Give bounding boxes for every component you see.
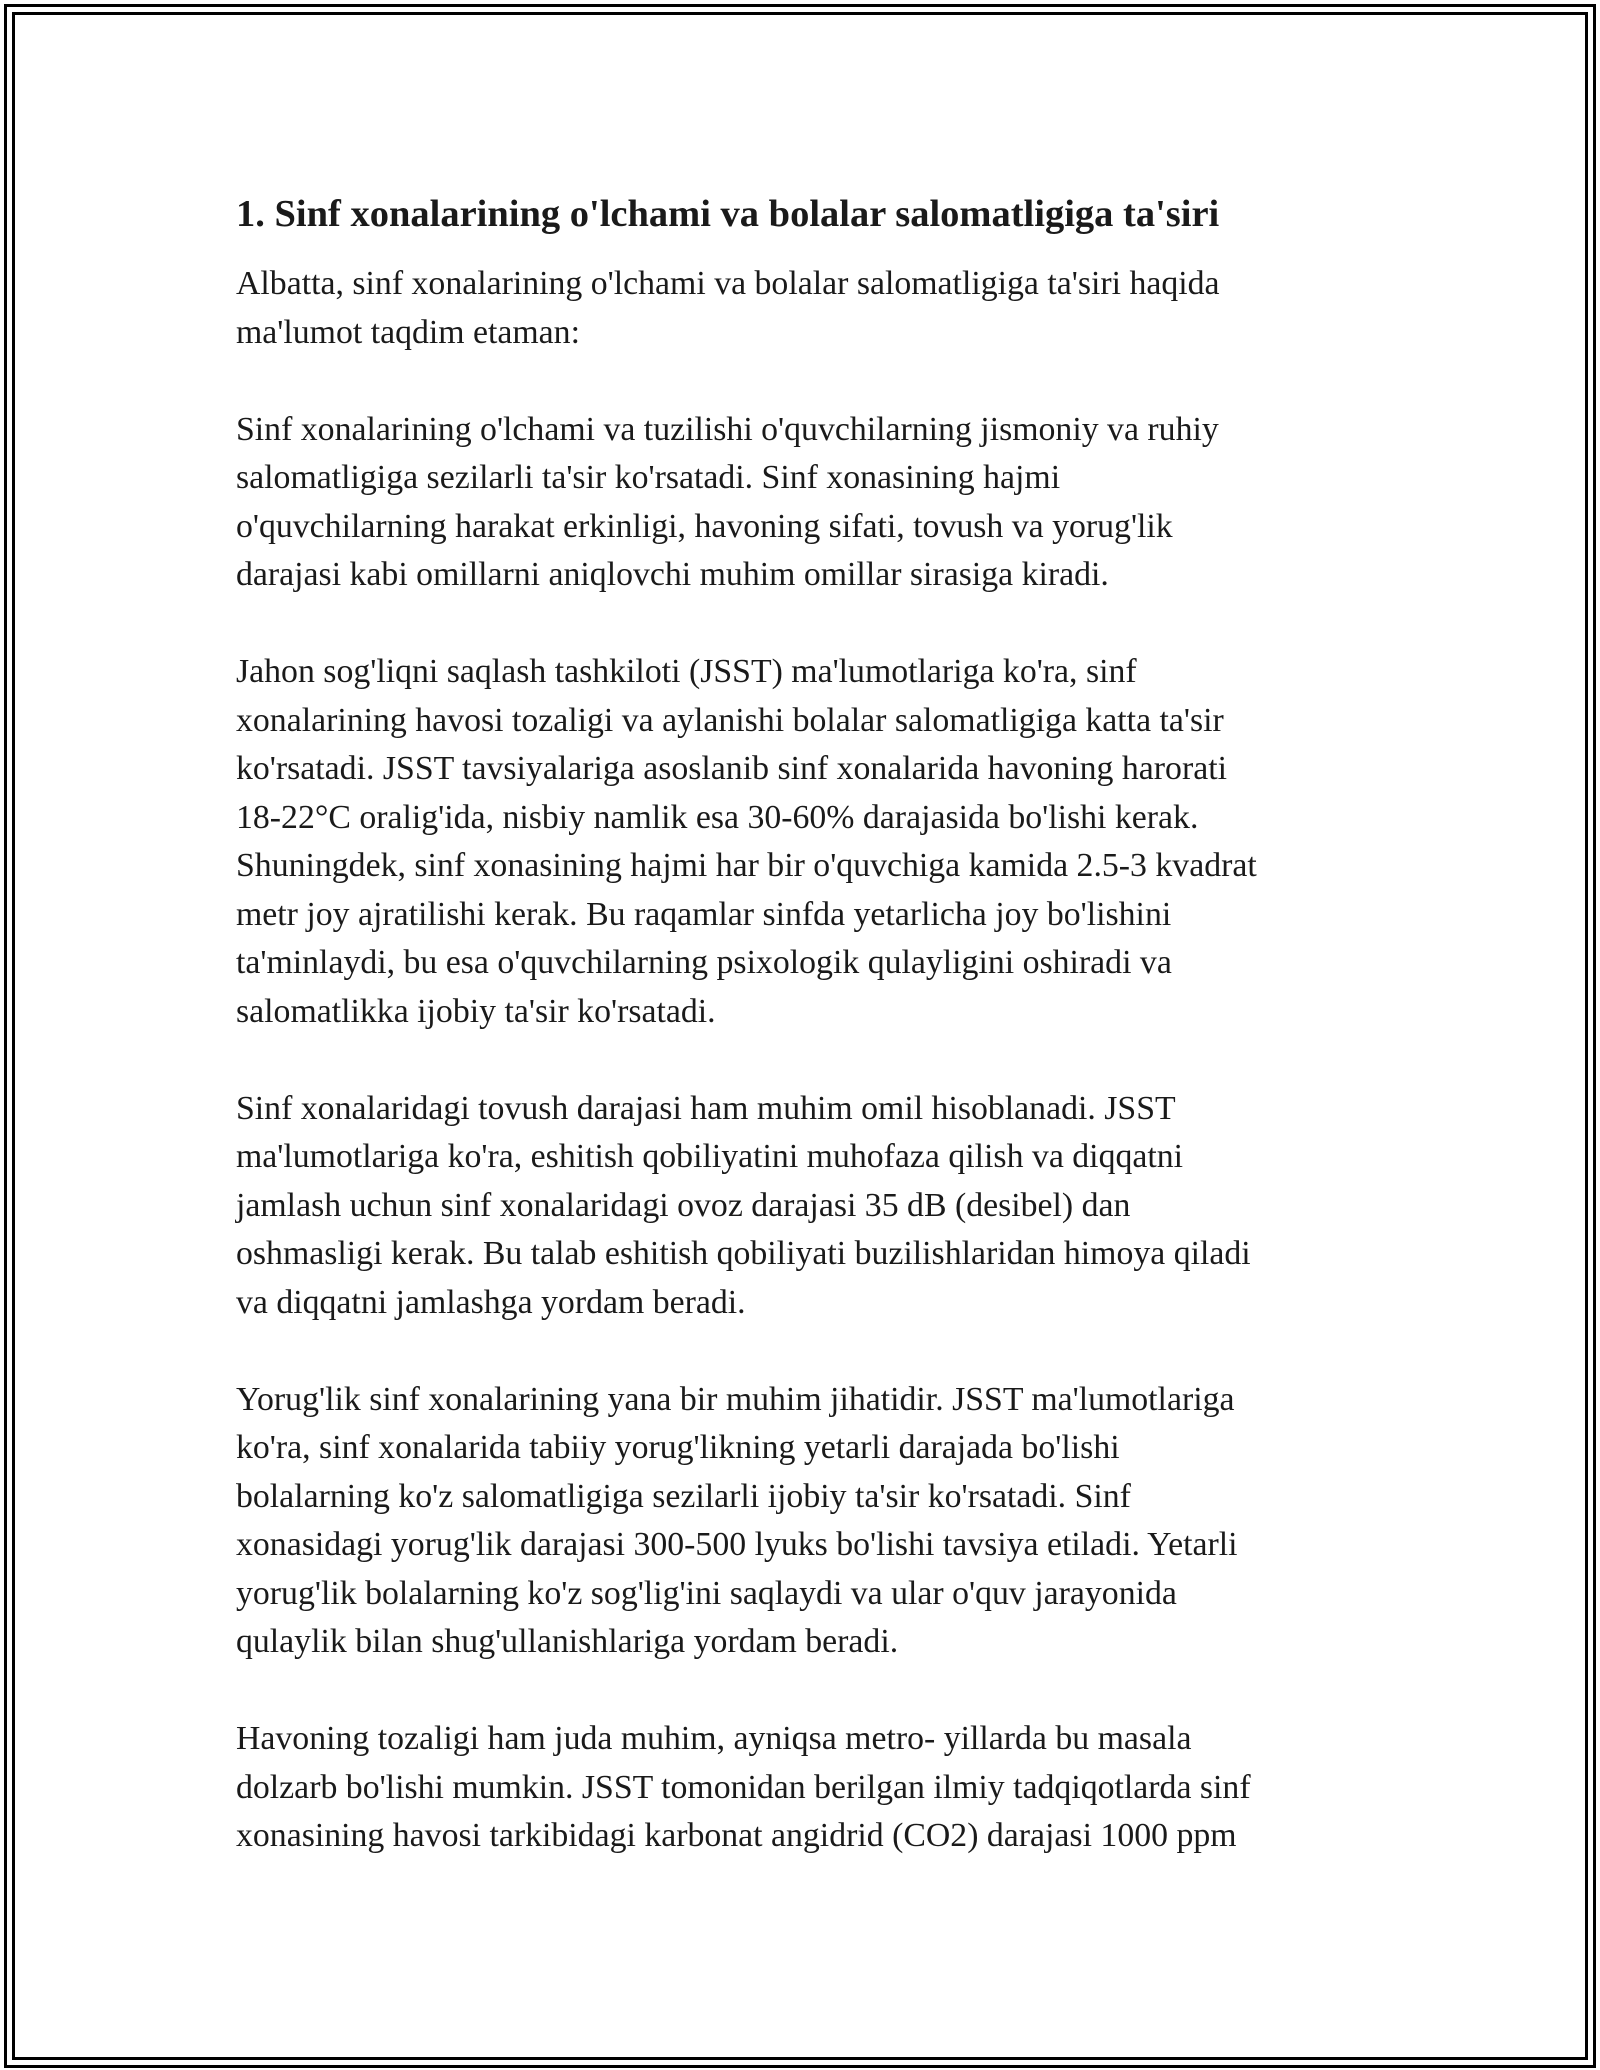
paragraph-6: [236, 1715, 1386, 1861]
text-line: o'quvchilarning harakat erkinligi, havoning sifati, tovush va yorug'lik: [236, 507, 1173, 545]
document-title: 1. Sinf xonalarining o'lchami va bolalar salomatligiga ta'siri: [236, 193, 1220, 235]
text-line: Sinf xonalaridagi tovush darajasi ham muhim omil hisoblanadi. JSST: [236, 1089, 1176, 1127]
text-line: dolzarb bo'lishi mumkin. JSST tomonidan berilgan ilmiy tadqiqotlarda sinf: [236, 1768, 1251, 1806]
text-line: xonasidagi yorug'lik darajasi 300-500 lyuks bo'lishi tavsiya etiladi. Yetarli: [236, 1526, 1238, 1563]
paragraph-4: [236, 1085, 1386, 1328]
text-line: yorug'lik bolalarning ko'z sog'lig'ini saqlaydi va ular o'quv jarayonida: [236, 1574, 1177, 1612]
text-line: xonalarining havosi tozaligi va aylanishi bolalar salomatligiga katta ta'sir: [236, 701, 1224, 739]
text-line: Jahon sog'liqni saqlash tashkiloti (JSST) ma'lumotlariga ko'ra, sinf: [236, 653, 1137, 690]
text-line: 18-22°C oralig'ida, nisbiy namlik esa 30-60% darajasida bo'lishi kerak.: [236, 798, 1199, 836]
text-line: darajasi kabi omillarni aniqlovchi muhim omillar sirasiga kiradi.: [236, 556, 1109, 593]
text-line: Yorug'lik sinf xonalarining yana bir muhim jihatidir. JSST ma'lumotlariga: [236, 1380, 1235, 1418]
text-line: ma'lumotlariga ko'ra, eshitish qobiliyatini muhofaza qilish va diqqatni: [236, 1138, 1184, 1175]
text-line: bolalarning ko'z salomatligiga sezilarli ijobiy ta'sir ko'rsatadi. Sinf: [236, 1477, 1131, 1515]
document-page: [236, 182, 1386, 1861]
text-line: Albatta, sinf xonalarining o'lchami va bolalar salomatligiga ta'siri haqida: [236, 265, 1220, 302]
paragraph-2: [236, 406, 1386, 600]
text-line: ta'minlaydi, bu esa o'quvchilarning psixologik qulayligini oshiradi va: [236, 944, 1172, 981]
text-line: xonasining havosi tarkibidagi karbonat angidrid (CO2) darajasi 1000 ppm: [236, 1817, 1237, 1854]
text-line: ko'rsatadi. JSST tavsiyalariga asoslanib sinf xonalarida havoning harorati: [236, 750, 1227, 787]
text-line: Havoning tozaligi ham juda muhim, ayniqsa metro- yillarda bu masala: [236, 1720, 1192, 1757]
text-line: Sinf xonalarining o'lchami va tuzilishi o'quvchilarning jismoniy va ruhiy: [236, 410, 1219, 448]
paragraph-1: [236, 260, 1386, 357]
text-line: ko'ra, sinf xonalarida tabiiy yorug'likning yetarli darajada bo'lishi: [236, 1429, 1120, 1466]
text-line: jamlash uchun sinf xonalaridagi ovoz darajasi 35 dB (desibel) dan: [236, 1186, 1131, 1224]
paragraph-3: [236, 648, 1386, 1036]
text-line: va diqqatni jamlashga yordam beradi.: [236, 1283, 746, 1321]
text-line: Shuningdek, sinf xonasining hajmi har bir o'quvchiga kamida 2.5-3 kvadrat: [236, 847, 1257, 884]
text-line: metr joy ajratilishi kerak. Bu raqamlar sinfda yetarlicha joy bo'lishini: [236, 895, 1172, 933]
document-body: [236, 260, 1386, 1861]
text-line: qulaylik bilan shug'ullanishlariga yordam beradi.: [236, 1623, 899, 1660]
paragraph-5: [236, 1376, 1386, 1667]
text-line: ma'lumot taqdim etaman:: [236, 313, 580, 351]
text-line: salomatligiga sezilarli ta'sir ko'rsatadi. Sinf xonasining hajmi: [236, 459, 1061, 496]
text-line: oshmasligi kerak. Bu talab eshitish qobiliyati buzilishlaridan himoya qiladi: [236, 1235, 1251, 1272]
text-line: salomatlikka ijobiy ta'sir ko'rsatadi.: [236, 992, 716, 1030]
